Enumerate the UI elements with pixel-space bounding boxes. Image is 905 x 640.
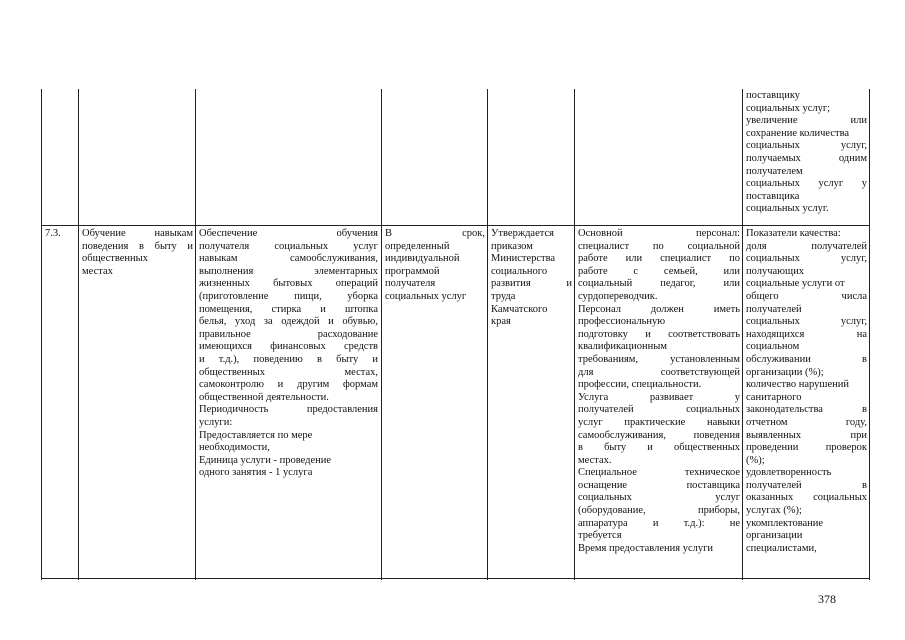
text-line: квалификационным: [578, 341, 667, 353]
text-line: оказанных социальных: [746, 492, 867, 504]
text-line: сурдопереводчик.: [578, 290, 658, 302]
tariff-cell: [491, 228, 572, 329]
text-line: в быту и общественных: [578, 442, 740, 454]
table-column-divider: [381, 89, 382, 580]
text-line: имеющихся финансовых средств: [199, 341, 378, 353]
text-line: требуется: [578, 530, 622, 542]
text-line: общественных: [82, 253, 148, 265]
text-line: укомплектование: [746, 517, 824, 529]
text-line: сохранение количества: [746, 127, 850, 139]
text-line: общественных местах,: [199, 366, 378, 378]
text-line: жизненных бытовых операций: [199, 278, 378, 290]
text-line: получателей социальных: [578, 404, 740, 416]
text-line: местах: [82, 265, 113, 277]
text-line: самообслуживания, поведения: [578, 429, 740, 441]
text-line: Предоставляется по мере: [199, 429, 313, 441]
table-column-divider: [78, 89, 79, 580]
table-border-bottom: [41, 578, 870, 579]
text-line: социальных услуг у: [746, 178, 867, 190]
text-line: удовлетворенность: [746, 467, 832, 479]
text-line: социальных услуг,: [746, 140, 867, 152]
text-line: законодательства в: [746, 404, 867, 416]
row-number-cell: [45, 228, 76, 241]
text-line: белья, уход за одеждой и обувью,: [199, 316, 378, 328]
text-line: получателя: [385, 278, 436, 290]
text-line: выявленных при: [746, 429, 867, 441]
text-line: труда: [491, 290, 516, 302]
text-line: требованиям, установленным: [578, 353, 740, 365]
service-term-cell: [385, 228, 485, 304]
text-line: санитарного: [746, 391, 802, 403]
text-line: социальных услуг;: [746, 102, 831, 114]
table-border-left: [41, 89, 42, 580]
text-line: поставщика: [746, 190, 800, 202]
text-line: Персонал должен иметь: [578, 303, 740, 315]
text-line: местах.: [578, 454, 612, 466]
text-line: поставщику: [746, 90, 801, 101]
text-line: программой: [385, 265, 440, 277]
text-line: (приготовление пищи, уборка: [199, 290, 378, 302]
text-line: получателем: [746, 165, 803, 177]
table-column-divider: [195, 89, 196, 580]
text-line: Специальное техническое: [578, 467, 740, 479]
text-line: социальном: [746, 341, 800, 353]
text-line: получающих: [746, 265, 804, 277]
text-line: (%);: [746, 454, 765, 466]
text-line: профессиональную: [578, 316, 666, 328]
text-line: Единица услуги - проведение: [199, 454, 332, 466]
text-line: (оборудование, приборы,: [578, 505, 740, 517]
text-line: индивидуальной: [385, 253, 460, 265]
text-line: для соответствующей: [578, 366, 740, 378]
table-column-divider: [574, 89, 575, 580]
text-line: развития и: [491, 278, 572, 290]
text-line: Обучение навыкам: [82, 228, 193, 239]
text-line: Обеспечение обучения: [199, 228, 378, 239]
text-line: одного занятия - 1 услуга: [199, 467, 313, 479]
text-line: определенный: [385, 240, 450, 252]
text-line: Услуга развивает у: [578, 391, 740, 403]
text-line: поведения в быту и: [82, 240, 193, 252]
text-line: Показатели качества:: [746, 228, 841, 239]
text-line: социальных услуг,: [746, 253, 867, 265]
services-table: [41, 89, 870, 580]
text-line: В срок,: [385, 228, 485, 239]
text-line: работе или специалист по: [578, 253, 740, 265]
text-line: социальных услуг: [385, 290, 467, 302]
text-line: выполнения элементарных: [199, 265, 378, 277]
text-line: обслуживании в: [746, 353, 867, 365]
text-line: отчетном году,: [746, 416, 867, 428]
text-line: находящихся на: [746, 328, 867, 340]
text-line: аппаратура и т.д.): не: [578, 517, 740, 529]
text-line: самоконтролю и другим формам: [199, 379, 378, 391]
row-number: 7.3.: [45, 228, 61, 239]
text-line: приказом: [491, 240, 533, 252]
text-line: Периодичность предоставления: [199, 404, 378, 416]
text-line: проведении проверок: [746, 442, 867, 454]
text-line: правильное расходование: [199, 328, 378, 340]
text-line: социальные услуги от: [746, 278, 845, 290]
text-line: получателя социальных услуг: [199, 240, 378, 252]
text-line: специалистами,: [746, 542, 817, 554]
top-row-indicators-cell: [746, 90, 867, 216]
table-row-divider: [41, 225, 870, 226]
text-line: общего числа: [746, 290, 867, 302]
text-line: количество нарушений: [746, 379, 849, 391]
text-line: услугах (%);: [746, 505, 802, 517]
text-line: навыкам самообслуживания,: [199, 253, 378, 265]
table-border-right: [869, 89, 870, 580]
table-column-divider: [487, 89, 488, 580]
text-line: получаемых одним: [746, 152, 867, 164]
text-line: профессии, специальности.: [578, 379, 702, 391]
text-line: подготовку и соответствовать: [578, 328, 740, 340]
quality-indicators-cell: [746, 228, 867, 555]
text-line: Камчатского: [491, 303, 548, 315]
text-line: организации: [746, 530, 803, 542]
text-line: работе с семьей, или: [578, 265, 740, 277]
service-name-cell: [82, 228, 193, 278]
text-line: услуг практические навыки: [578, 416, 740, 428]
text-line: организации (%);: [746, 366, 824, 378]
text-line: увеличение или: [746, 115, 867, 127]
text-line: края: [491, 316, 511, 328]
service-conditions-cell: [578, 228, 740, 555]
text-line: Министерства: [491, 253, 556, 265]
text-line: социальный педагог, или: [578, 278, 740, 290]
text-line: услуги:: [199, 416, 233, 428]
text-line: и т.д.), поведению в быту и: [199, 353, 378, 365]
text-line: помещения, стирка и штопка: [199, 303, 378, 315]
text-line: социального: [491, 265, 548, 277]
page-number: 378: [818, 592, 836, 606]
text-line: специалист по социальной: [578, 240, 740, 252]
text-line: получателей в: [746, 479, 867, 491]
text-line: Время предоставления услуги: [578, 542, 714, 554]
service-content-cell: [199, 228, 378, 480]
text-line: необходимости,: [199, 442, 270, 454]
text-line: оснащение поставщика: [578, 479, 740, 491]
text-line: социальных услуг: [578, 492, 740, 504]
text-line: Утверждается: [491, 228, 554, 239]
text-line: Основной персонал:: [578, 228, 740, 239]
text-line: социальных услуг.: [746, 203, 829, 215]
text-line: общественной деятельности.: [199, 391, 329, 403]
text-line: доля получателей: [746, 240, 867, 252]
table-column-divider: [742, 89, 743, 580]
text-line: получателей: [746, 303, 802, 315]
text-line: социальных услуг,: [746, 316, 867, 328]
